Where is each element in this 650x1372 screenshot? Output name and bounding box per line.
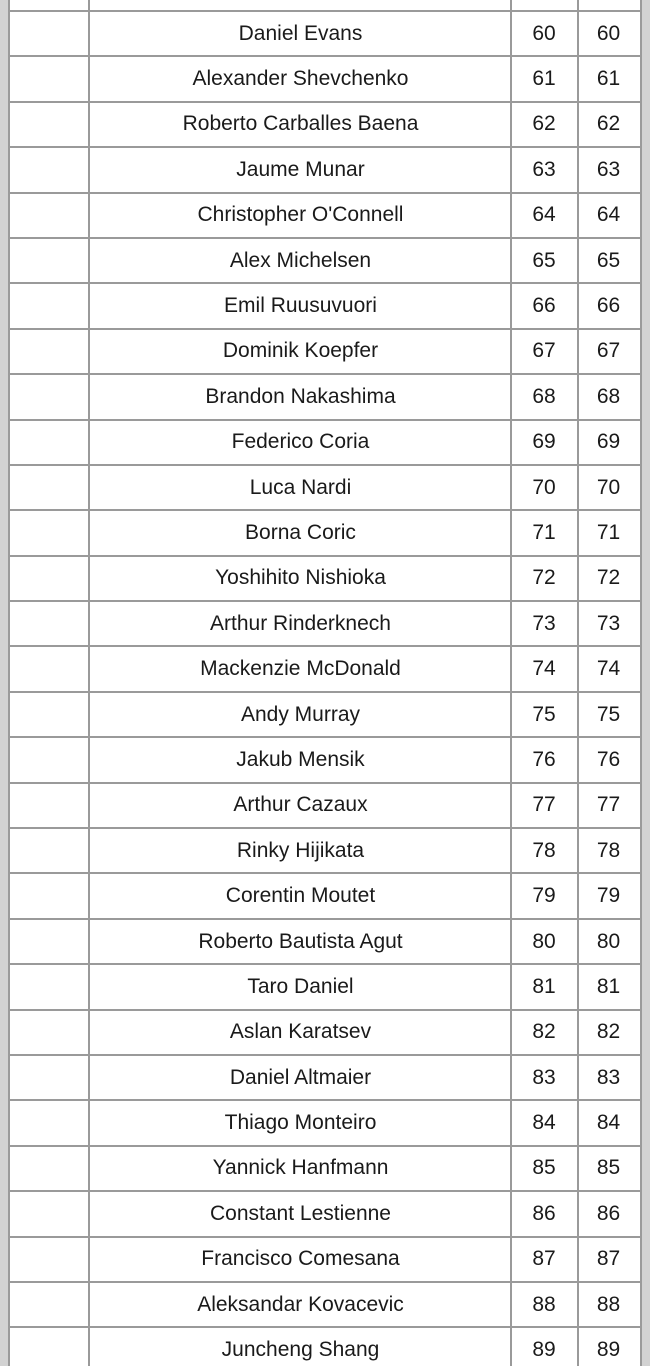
table-row <box>10 646 640 691</box>
table-cell-blank <box>10 283 90 328</box>
player-name-cell: Jakub Mensik <box>90 737 511 782</box>
table-cell-blank <box>10 556 90 601</box>
table-row <box>10 1237 640 1282</box>
table-cell-blank <box>10 1010 90 1055</box>
rank-cell: 86 <box>511 1191 577 1236</box>
rank-cell: 68 <box>577 374 640 419</box>
table-row <box>10 374 640 419</box>
player-name-cell: Daniel Altmaier <box>90 1055 511 1100</box>
player-name-cell: Borna Coric <box>90 510 511 555</box>
player-name-cell: Daniel Evans <box>90 11 511 56</box>
player-name-cell: Christopher O'Connell <box>90 193 511 238</box>
player-name-cell: Corentin Moutet <box>90 873 511 918</box>
rank-cell: 78 <box>577 828 640 873</box>
table-row <box>10 56 640 101</box>
table-row <box>10 1146 640 1191</box>
player-name-cell: Yannick Hanfmann <box>90 1146 511 1191</box>
player-name-cell: Dominik Koepfer <box>90 329 511 374</box>
table-cell-blank <box>10 1327 90 1371</box>
table-row <box>10 283 640 328</box>
rank-cell: 88 <box>577 1282 640 1327</box>
rank-cell: 75 <box>511 692 577 737</box>
table-row <box>10 556 640 601</box>
rank-cell: 61 <box>511 56 577 101</box>
table-row <box>10 420 640 465</box>
rank-cell: 87 <box>577 1237 640 1282</box>
rank-cell: 80 <box>511 919 577 964</box>
rank-cell: 75 <box>577 692 640 737</box>
table-row <box>10 510 640 555</box>
rank-cell: 83 <box>511 1055 577 1100</box>
rank-cell: 77 <box>577 783 640 828</box>
table-cell-blank <box>10 692 90 737</box>
player-name-cell: Aslan Karatsev <box>90 1010 511 1055</box>
rank-cell: 88 <box>511 1282 577 1327</box>
table-cell-blank <box>10 102 90 147</box>
player-name-cell: Alex Michelsen <box>90 238 511 283</box>
table-cell-blank <box>10 193 90 238</box>
rank-cell: 67 <box>577 329 640 374</box>
table-cell-blank <box>10 1282 90 1327</box>
rank-cell: 72 <box>577 556 640 601</box>
table-row <box>10 147 640 192</box>
table-row <box>10 692 640 737</box>
rank-cell: 85 <box>511 1146 577 1191</box>
rank-cell: 71 <box>511 510 577 555</box>
table-cell-blank <box>10 1191 90 1236</box>
rank-cell: 66 <box>511 283 577 328</box>
player-name-cell: Roberto Bautista Agut <box>90 919 511 964</box>
rank-cell: 65 <box>577 238 640 283</box>
rank-cell: 67 <box>511 329 577 374</box>
rank-cell: 79 <box>577 873 640 918</box>
rank-cell: 69 <box>577 420 640 465</box>
table-cell-blank <box>10 329 90 374</box>
right-frame-border <box>640 0 650 1366</box>
rank-cell: 62 <box>577 102 640 147</box>
player-name-cell: Juncheng Shang <box>90 1327 511 1371</box>
rank-cell: 89 <box>577 1327 640 1371</box>
player-name-cell: Roberto Carballes Baena <box>90 102 511 147</box>
rank-cell: 82 <box>577 1010 640 1055</box>
rank-cell: 63 <box>511 147 577 192</box>
table-row <box>10 193 640 238</box>
rank-cell: 78 <box>511 828 577 873</box>
rankings-table <box>10 10 640 1372</box>
table-row <box>10 329 640 374</box>
table-row <box>10 919 640 964</box>
rank-cell: 83 <box>577 1055 640 1100</box>
rank-cell: 74 <box>511 646 577 691</box>
player-name-cell: Constant Lestienne <box>90 1191 511 1236</box>
rank-cell: 80 <box>577 919 640 964</box>
table-row <box>10 828 640 873</box>
table-row <box>10 601 640 646</box>
player-name-cell: Jaume Munar <box>90 147 511 192</box>
table-row <box>10 1010 640 1055</box>
table-row <box>10 465 640 510</box>
table-row <box>10 873 640 918</box>
rank-cell: 69 <box>511 420 577 465</box>
player-name-cell: Taro Daniel <box>90 964 511 1009</box>
table-cell-blank <box>10 1146 90 1191</box>
player-name-cell: Mackenzie McDonald <box>90 646 511 691</box>
rank-cell: 77 <box>511 783 577 828</box>
player-name-cell: Luca Nardi <box>90 465 511 510</box>
left-frame-border <box>0 0 10 1366</box>
table-row <box>10 1100 640 1145</box>
table-cell-blank <box>10 465 90 510</box>
player-name-cell: Yoshihito Nishioka <box>90 556 511 601</box>
table-cell-blank <box>10 1100 90 1145</box>
rank-cell: 60 <box>511 11 577 56</box>
table-cell-blank <box>10 964 90 1009</box>
player-name-cell: Brandon Nakashima <box>90 374 511 419</box>
rankings-table-body <box>10 11 640 1372</box>
table-row <box>10 1191 640 1236</box>
table-cell-blank <box>10 56 90 101</box>
rank-cell: 76 <box>577 737 640 782</box>
player-name-cell: Andy Murray <box>90 692 511 737</box>
rank-cell: 64 <box>577 193 640 238</box>
player-name-cell: Arthur Rinderknech <box>90 601 511 646</box>
table-cell-blank <box>10 601 90 646</box>
table-cell-blank <box>10 420 90 465</box>
rank-cell: 65 <box>511 238 577 283</box>
rank-cell: 63 <box>577 147 640 192</box>
table-cell-blank <box>10 737 90 782</box>
table-cell-blank <box>10 873 90 918</box>
player-name-cell: Federico Coria <box>90 420 511 465</box>
rank-cell: 81 <box>577 964 640 1009</box>
rank-cell: 73 <box>577 601 640 646</box>
rank-cell: 87 <box>511 1237 577 1282</box>
player-name-cell: Thiago Monteiro <box>90 1100 511 1145</box>
table-cell-blank <box>10 646 90 691</box>
player-name-cell: Rinky Hijikata <box>90 828 511 873</box>
rank-cell: 76 <box>511 737 577 782</box>
rank-cell: 73 <box>511 601 577 646</box>
rank-cell: 89 <box>511 1327 577 1371</box>
table-row <box>10 737 640 782</box>
table-cell-blank <box>10 147 90 192</box>
rank-cell: 81 <box>511 964 577 1009</box>
rank-cell: 60 <box>577 11 640 56</box>
table-cell-blank <box>10 919 90 964</box>
table-cell-blank <box>10 1055 90 1100</box>
table-row <box>10 964 640 1009</box>
rank-cell: 66 <box>577 283 640 328</box>
table-row <box>10 1327 640 1371</box>
rank-cell: 84 <box>511 1100 577 1145</box>
player-name-cell: Francisco Comesana <box>90 1237 511 1282</box>
table-cell-blank <box>10 1237 90 1282</box>
table-cell-blank <box>10 783 90 828</box>
table-row <box>10 783 640 828</box>
table-cell-blank <box>10 828 90 873</box>
rank-cell: 70 <box>511 465 577 510</box>
rank-cell: 62 <box>511 102 577 147</box>
rank-cell: 86 <box>577 1191 640 1236</box>
rank-cell: 74 <box>577 646 640 691</box>
rank-cell: 72 <box>511 556 577 601</box>
table-cell-blank <box>10 238 90 283</box>
rank-cell: 82 <box>511 1010 577 1055</box>
rank-cell: 79 <box>511 873 577 918</box>
table-row <box>10 11 640 56</box>
table-cell-blank <box>10 374 90 419</box>
rank-cell: 70 <box>577 465 640 510</box>
rank-cell: 68 <box>511 374 577 419</box>
player-name-cell: Emil Ruusuvuori <box>90 283 511 328</box>
table-row <box>10 102 640 147</box>
rank-cell: 84 <box>577 1100 640 1145</box>
rank-cell: 64 <box>511 193 577 238</box>
table-cell-blank <box>10 510 90 555</box>
table-row <box>10 238 640 283</box>
table-cell-blank <box>10 11 90 56</box>
table-row <box>10 1055 640 1100</box>
table-row <box>10 1282 640 1327</box>
player-name-cell: Aleksandar Kovacevic <box>90 1282 511 1327</box>
rank-cell: 61 <box>577 56 640 101</box>
rank-cell: 85 <box>577 1146 640 1191</box>
player-name-cell: Alexander Shevchenko <box>90 56 511 101</box>
rank-cell: 71 <box>577 510 640 555</box>
player-name-cell: Arthur Cazaux <box>90 783 511 828</box>
